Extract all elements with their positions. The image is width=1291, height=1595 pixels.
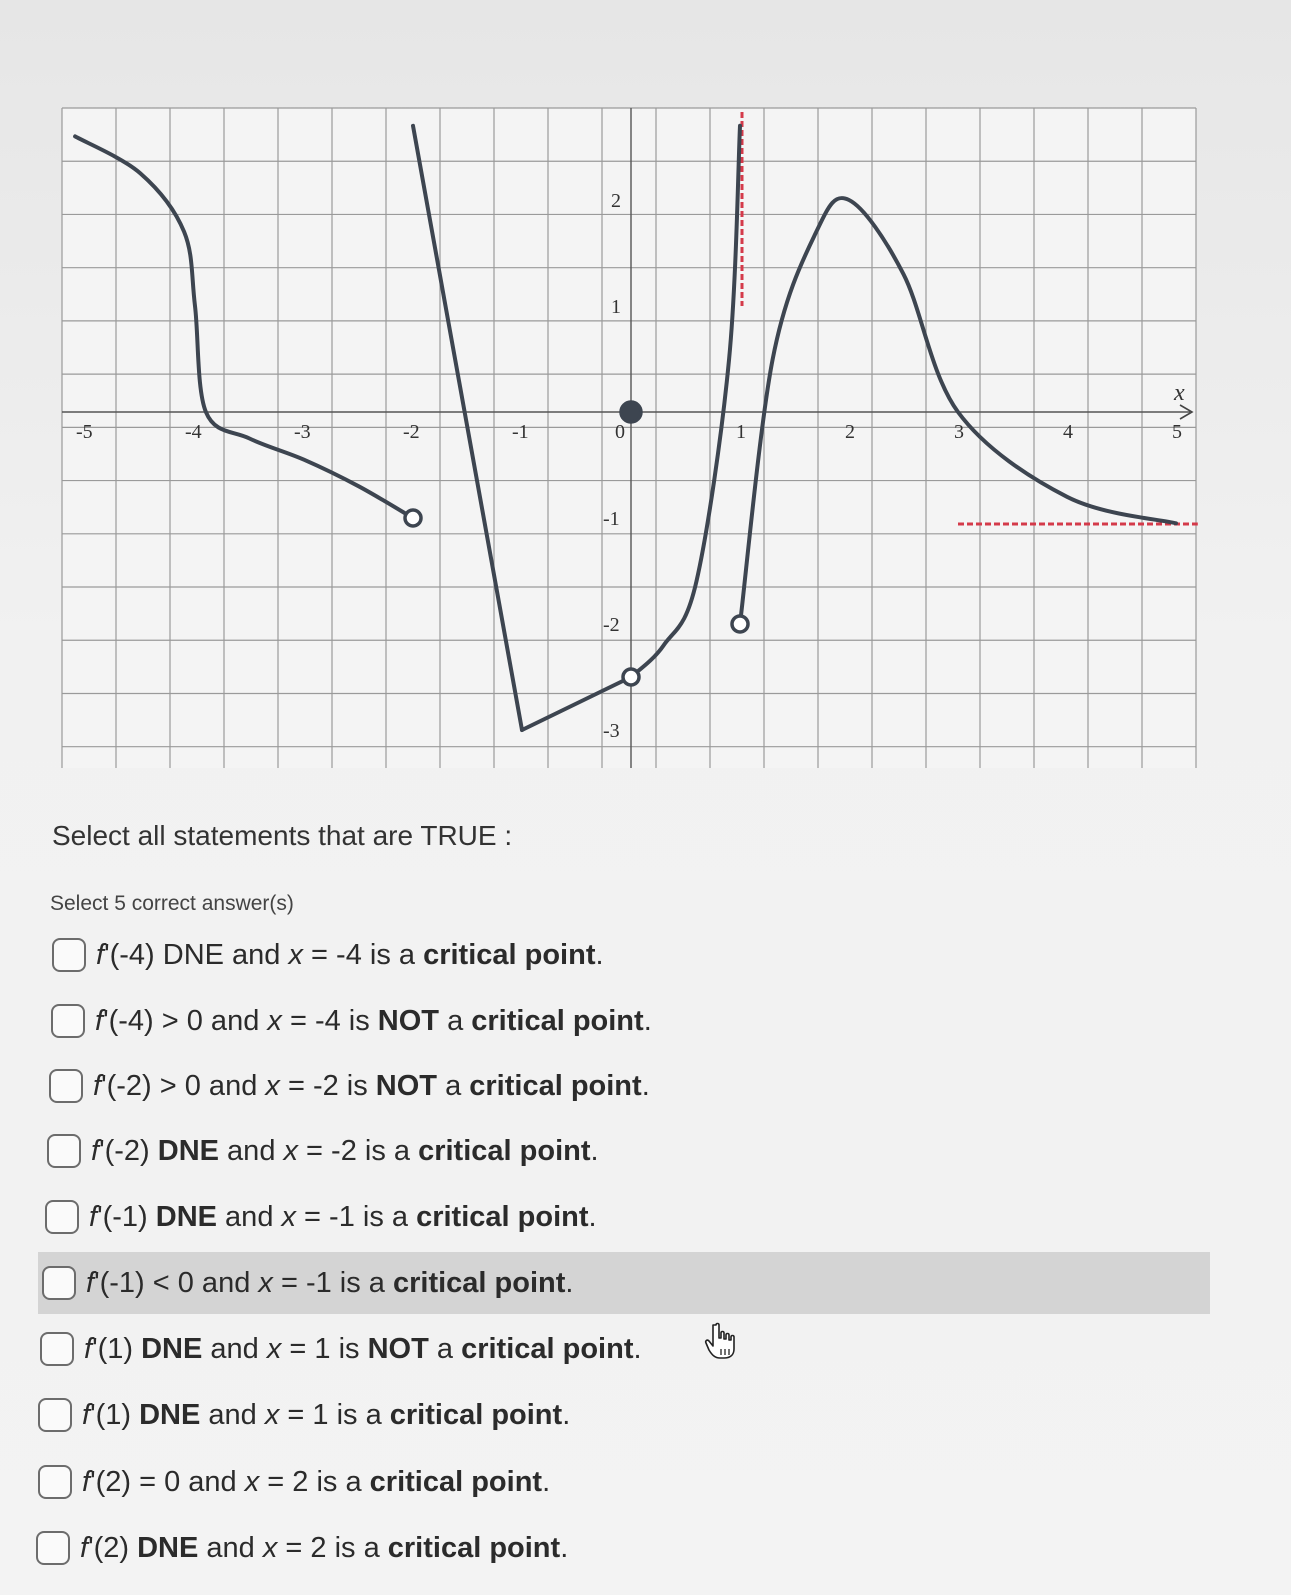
answer-choice[interactable] xyxy=(47,1120,767,1182)
answer-text-part: '(-1) < 0 and xyxy=(94,1266,259,1299)
y-tick-label: 2 xyxy=(611,190,621,212)
x-tick-label: -5 xyxy=(76,421,93,443)
x-tick-label: 1 xyxy=(736,421,746,443)
answer-text xyxy=(91,1135,599,1168)
answer-text-part: = -4 is a xyxy=(302,938,424,971)
answer-text-part: f xyxy=(96,938,105,971)
answer-text-part: = 2 is a xyxy=(259,1465,370,1498)
answer-checkbox[interactable] xyxy=(40,1332,74,1366)
answer-text-part: f xyxy=(82,1465,91,1498)
answer-text-part: NOT xyxy=(367,1332,429,1365)
answer-checkbox[interactable] xyxy=(45,1200,79,1234)
answer-text-part: and xyxy=(200,1398,265,1431)
answer-text-part: critical point xyxy=(461,1332,634,1365)
answer-text-part: and xyxy=(198,1531,263,1564)
answer-text-part: critical point xyxy=(418,1134,591,1167)
answer-text-part: x xyxy=(266,1332,282,1365)
answer-choice[interactable] xyxy=(51,990,771,1052)
answer-text xyxy=(80,1532,568,1565)
answer-text-part: . xyxy=(595,938,604,971)
answer-text-part: DNE xyxy=(157,1134,219,1167)
question-subtitle: Select 5 correct answer(s) xyxy=(50,892,294,915)
answer-text-part: f xyxy=(86,1266,95,1299)
answer-text-part: . xyxy=(633,1332,642,1365)
answer-text-part: critical point xyxy=(387,1531,561,1564)
answer-text-part: critical point xyxy=(369,1465,543,1498)
answer-text-part: . xyxy=(641,1069,650,1102)
answer-text-part: x xyxy=(281,1200,296,1233)
answer-text-part: a xyxy=(439,1004,472,1037)
answer-choice[interactable] xyxy=(38,1252,1210,1314)
answer-text-part: '(2) xyxy=(88,1531,138,1564)
x-tick-label: 0 xyxy=(615,421,625,443)
closed-point xyxy=(621,402,641,422)
answer-text xyxy=(93,1070,650,1103)
y-tick-label: -3 xyxy=(603,720,620,742)
x-tick-label: 3 xyxy=(954,421,964,443)
answer-text xyxy=(82,1399,570,1432)
answer-text-part: = -4 is xyxy=(281,1004,378,1037)
answer-text-part: '(-4) DNE and xyxy=(104,938,289,971)
answer-text-part: . xyxy=(562,1398,571,1431)
answer-text-part: f xyxy=(89,1200,98,1233)
answer-choice[interactable] xyxy=(38,1384,758,1446)
answer-text-part: DNE xyxy=(155,1200,217,1233)
answer-text-part: f xyxy=(82,1398,91,1431)
answer-text-part: '(-1) xyxy=(97,1200,156,1233)
answer-text-part: x xyxy=(283,1134,298,1167)
answer-text-part: x xyxy=(265,1069,280,1102)
answer-text-part: x xyxy=(262,1531,278,1564)
x-tick-label: -1 xyxy=(512,421,529,443)
answer-text-part: critical point xyxy=(416,1200,589,1233)
answer-text-part: NOT xyxy=(375,1069,438,1102)
answer-choice[interactable] xyxy=(36,1517,756,1579)
answer-text-part: = -2 is a xyxy=(298,1134,419,1167)
answer-text-part: f xyxy=(95,1004,104,1037)
open-point xyxy=(732,616,748,632)
answer-text-part: f xyxy=(84,1332,93,1365)
answer-text-part: . xyxy=(590,1134,599,1167)
answer-text xyxy=(95,1005,652,1038)
answer-text-part: '(-2) xyxy=(99,1134,158,1167)
answer-text-part: = -1 is a xyxy=(296,1200,417,1233)
answer-choice[interactable] xyxy=(52,924,772,986)
answer-text-part: '(2) = 0 and xyxy=(90,1465,245,1498)
x-tick-label: -3 xyxy=(294,421,311,443)
answer-text-part: a xyxy=(428,1332,462,1365)
x-tick-label: 5 xyxy=(1172,421,1182,443)
open-point xyxy=(405,510,421,526)
answer-text-part: critical point xyxy=(392,1266,566,1299)
answer-text-part: f xyxy=(93,1069,102,1102)
answer-text-part: DNE xyxy=(137,1531,199,1564)
answer-text-part: a xyxy=(437,1069,470,1102)
answer-text-part: x xyxy=(244,1465,260,1498)
answer-text xyxy=(96,939,604,972)
answer-text-part: x xyxy=(288,938,303,971)
answer-text-part: f xyxy=(80,1531,89,1564)
hand-pointer-icon xyxy=(704,1322,738,1360)
answer-text-part: . xyxy=(565,1266,574,1299)
answer-choice[interactable] xyxy=(40,1318,760,1380)
x-tick-label: -2 xyxy=(403,421,420,443)
answer-text-part: = -2 is xyxy=(279,1069,376,1102)
answer-checkbox[interactable] xyxy=(36,1531,70,1565)
answer-text-part: critical point xyxy=(471,1004,644,1037)
answer-text-part: and xyxy=(217,1200,282,1233)
answer-checkbox[interactable] xyxy=(38,1398,72,1432)
answer-text xyxy=(84,1333,642,1366)
y-tick-label: 1 xyxy=(611,296,621,318)
answer-text-part: critical point xyxy=(423,938,596,971)
answer-text-part: = -1 is a xyxy=(272,1266,393,1299)
answer-text-part: . xyxy=(643,1004,652,1037)
y-tick-label: -2 xyxy=(603,614,620,636)
x-tick-label: 2 xyxy=(845,421,855,443)
answer-text xyxy=(82,1466,550,1499)
answer-text-part: = 1 is xyxy=(281,1332,368,1365)
answer-text-part: critical point xyxy=(469,1069,642,1102)
answer-text-part: . xyxy=(588,1200,597,1233)
answer-text-part: NOT xyxy=(377,1004,440,1037)
answer-text-part: f xyxy=(91,1134,100,1167)
answer-checkbox[interactable] xyxy=(47,1134,81,1168)
answer-checkbox[interactable] xyxy=(52,938,86,972)
y-tick-label: -1 xyxy=(603,508,620,530)
answer-text xyxy=(89,1201,597,1234)
answer-choice[interactable] xyxy=(45,1186,765,1248)
answer-text-part: x xyxy=(258,1266,273,1299)
answer-choice[interactable] xyxy=(49,1055,769,1117)
answer-text-part: x xyxy=(264,1398,280,1431)
answer-text-part: DNE xyxy=(139,1398,201,1431)
answer-checkbox[interactable] xyxy=(38,1465,72,1499)
answer-text-part: = 1 is a xyxy=(279,1398,390,1431)
answer-checkbox[interactable] xyxy=(49,1069,83,1103)
answer-text-part: . xyxy=(560,1531,569,1564)
answer-text-part: '(-2) > 0 and xyxy=(101,1069,266,1102)
answer-text-part: DNE xyxy=(141,1332,203,1365)
x-tick-label: 4 xyxy=(1063,421,1073,443)
x-axis-label: x xyxy=(1174,380,1185,406)
answer-text-part: and xyxy=(219,1134,284,1167)
open-point xyxy=(623,669,639,685)
answer-text-part: and xyxy=(202,1332,267,1365)
x-tick-label: -4 xyxy=(185,421,202,443)
answer-text-part: . xyxy=(542,1465,551,1498)
answer-text xyxy=(86,1267,573,1300)
answer-text-part: '(1) xyxy=(92,1332,142,1365)
answer-checkbox[interactable] xyxy=(42,1266,76,1300)
answer-text-part: = 2 is a xyxy=(277,1531,388,1564)
answer-checkbox[interactable] xyxy=(51,1004,85,1038)
answer-text-part: x xyxy=(267,1004,282,1037)
answer-text-part: '(1) xyxy=(90,1398,140,1431)
answer-choice[interactable] xyxy=(38,1451,758,1513)
answer-text-part: '(-4) > 0 and xyxy=(103,1004,268,1037)
question-title: Select all statements that are TRUE : xyxy=(52,820,513,851)
answer-text-part: critical point xyxy=(389,1398,563,1431)
